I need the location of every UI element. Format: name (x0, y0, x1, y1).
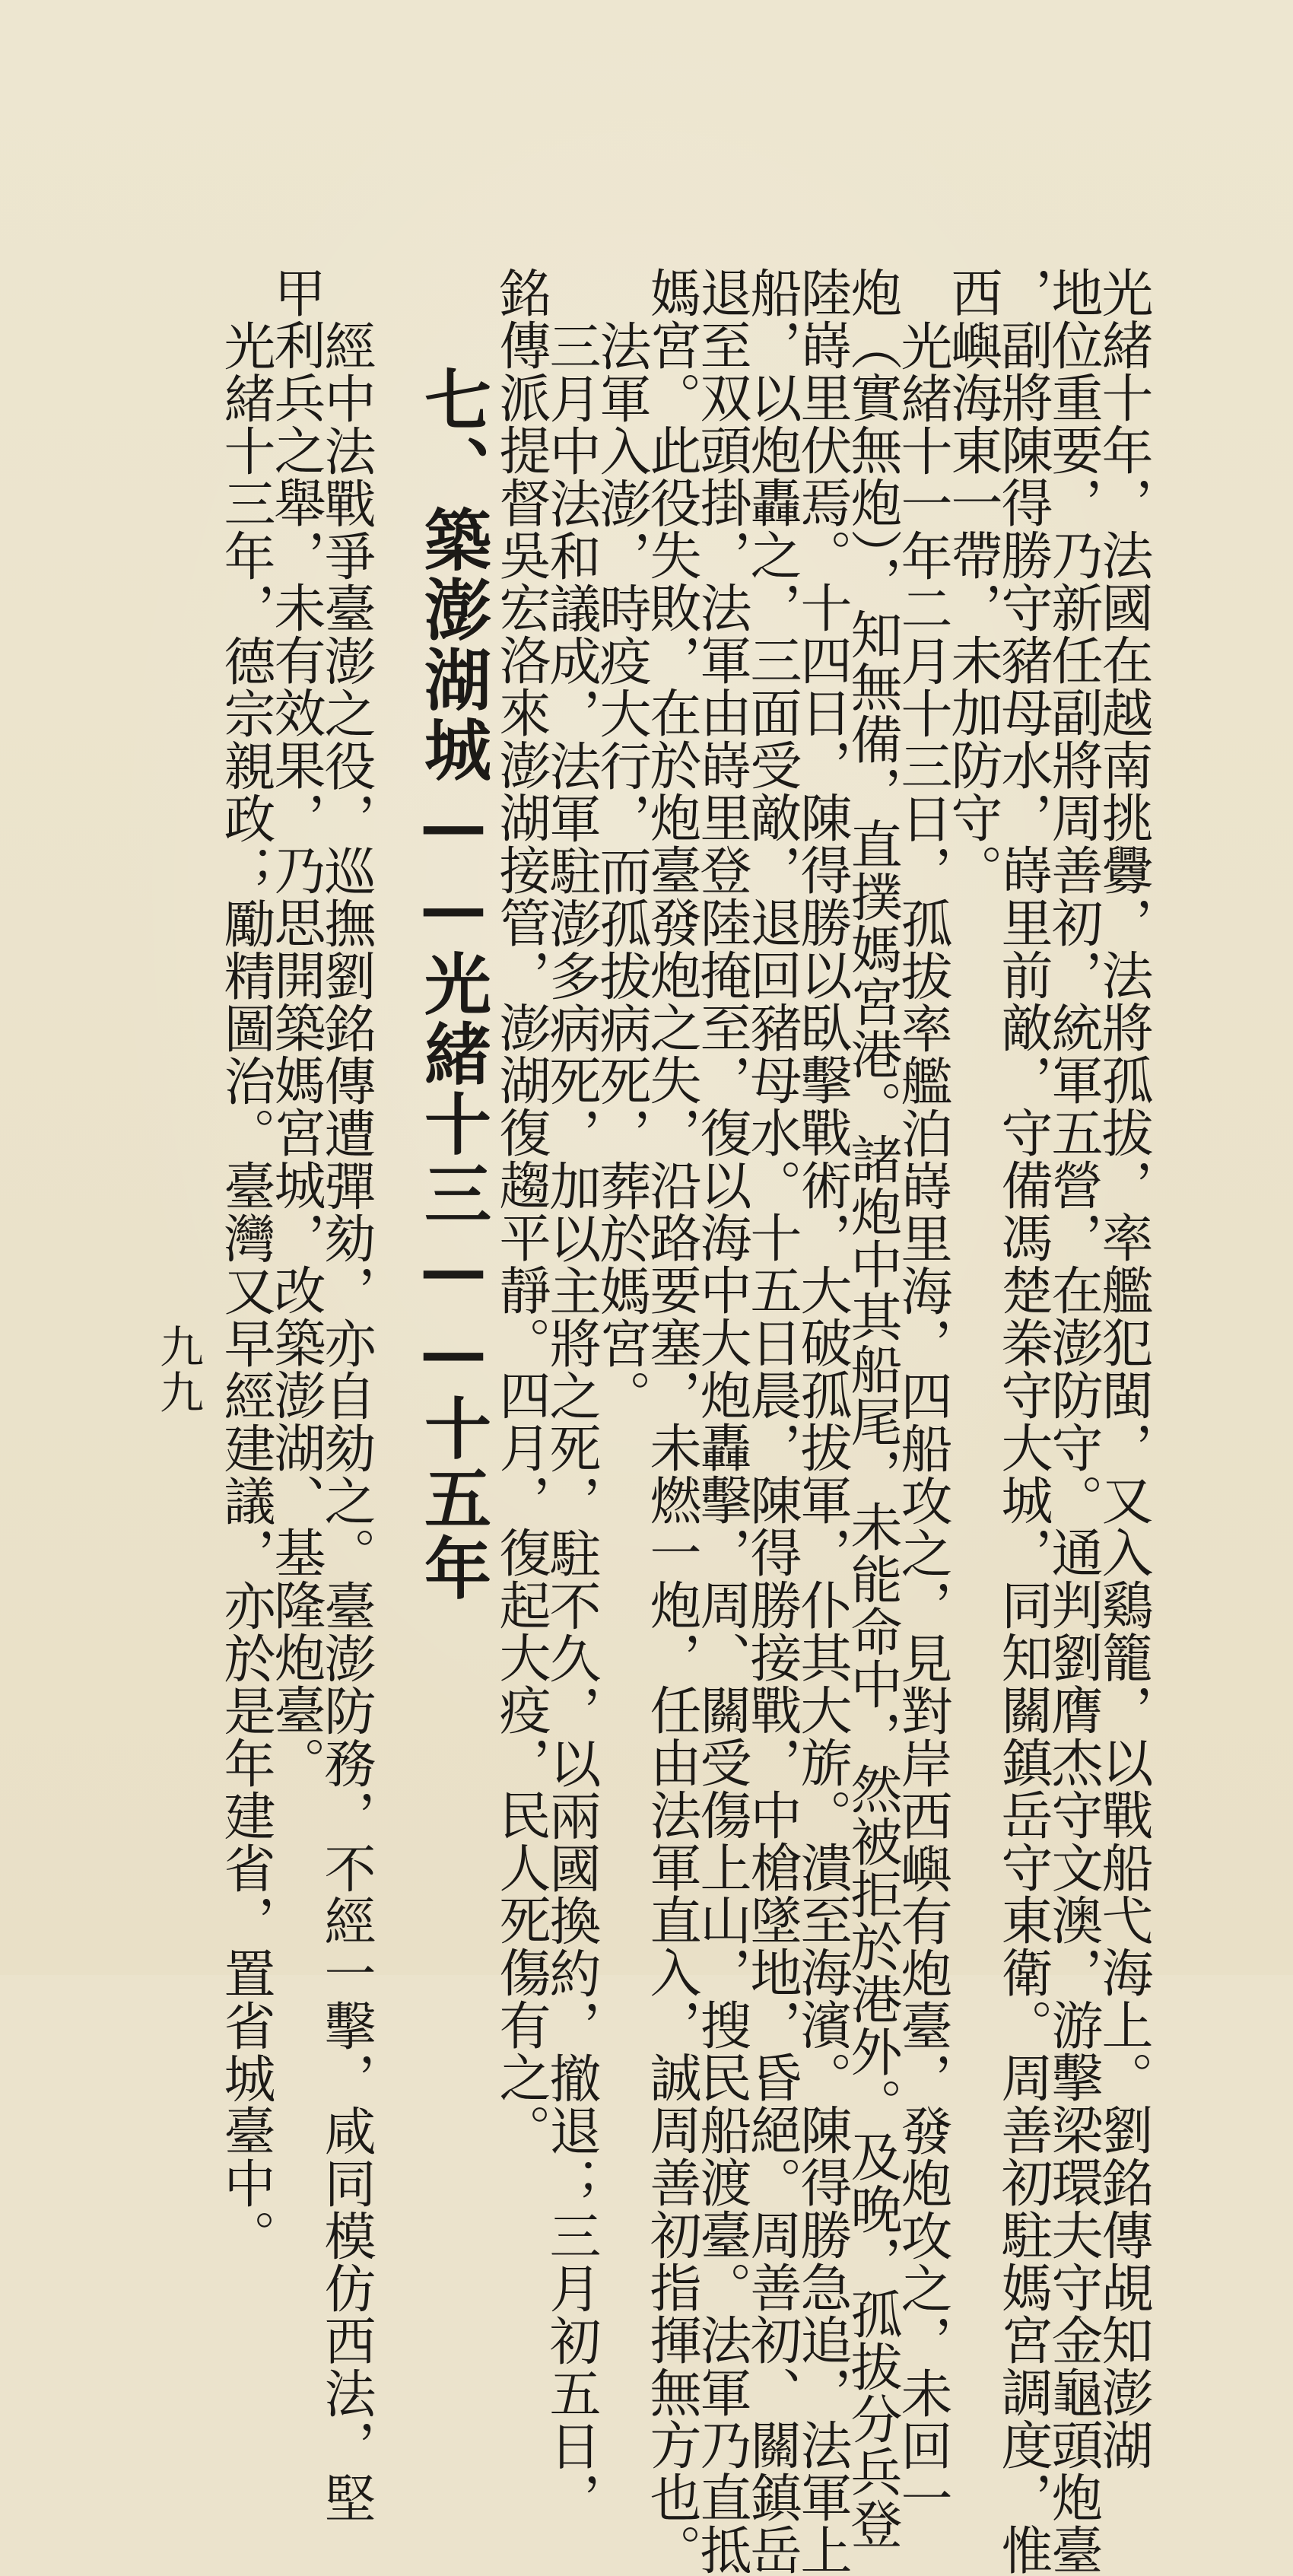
section-heading: 七、築澎湖城——光緒十三——十五年 (414, 365, 493, 1604)
text-column-2: 地位重要，乃新任副將周善初，統軍五營，在澎防守。通判劉膺杰守文澳，游擊梁環夫守金龜頭炮臺 (1043, 266, 1103, 2576)
text-column-10: 媽宮。此役失敗，在於炮臺發炮之失，沿路要塞，未燃一炮，任由法軍直入，誠周善初指揮無方也。 (641, 266, 701, 2576)
text-column-11: 法軍入澎，時疫大行，而孤拔病死，葬於媽宮。 (591, 320, 651, 1422)
page-number: 九九 (152, 1324, 204, 1415)
text-column-12: 三月中法和議成，法軍駐澎多病死，加以主將之死，駐不久，以兩國換約，撤退；三月初五日， (541, 320, 601, 2524)
text-column-7: 陸嵵里伏焉。十四日，陳得勝以臥擊戰術，大破孤拔軍，仆其大旂。潰至海濱。陳得勝急追，法軍上 (792, 266, 852, 2576)
text-column-13: 銘傳派提督吳宏洛來澎湖接管，澎湖復趨平靜。四月，復起大疫，民人死傷有之。 (491, 266, 551, 2156)
text-column-14: 經中法戰爭臺澎之役，巡撫劉銘傳遭彈劾，亦自劾之。臺澎防務，不經一擊，咸同模仿西法，堅 (316, 320, 376, 2524)
text-column-3: ，副將陳得勝守豬母水，嵵里前敵，守備馮楚桊守大城，同知關鎮岳守東衛。周善初駐媽宮調度，惟 (993, 266, 1053, 2576)
text-column-6: 炮（實無炮），知無備，直撲媽宮港。諸炮中其船尾，未能命中，然被拒於港外。及晚，孤拔分兵登 (842, 266, 902, 2550)
text-column-16: 光緒十三年，德宗親政；勵精圖治。臺灣又早經建議，亦於是年建省，置省城臺中。 (215, 320, 275, 2262)
text-column-1: 光緒十年，法國在越南挑釁，法將孤拔，率艦犯閩，又入鷄籠，以戰船弋海上。劉銘傳覘知澎湖 (1093, 266, 1153, 2471)
text-column-8: 船，以炮轟之，三面受敵，退回豬母水。十五日晨，陳得勝接戰，中槍墜地，昏絕。周善初、關鎮岳 (742, 266, 802, 2576)
text-column-5: 光緒十一年二月十三日，孤拔率艦泊嵵里海，四船攻之，見對岸西嶼有炮臺，發炮攻之，未回一 (892, 320, 952, 2524)
text-column-4: 西嶼海東一帶，未加防守。 (942, 266, 1002, 896)
text-column-15: 甲利兵之舉，未有效果，乃思開築媽宮城，改築澎湖、基隆炮臺。 (265, 266, 326, 1789)
text-column-9: 退至双頭掛，法軍由嵵里登陸掩至，復以海中大炮轟擊，周、關受傷上山，搜民船渡臺。法軍乃直抵 (691, 266, 751, 2576)
